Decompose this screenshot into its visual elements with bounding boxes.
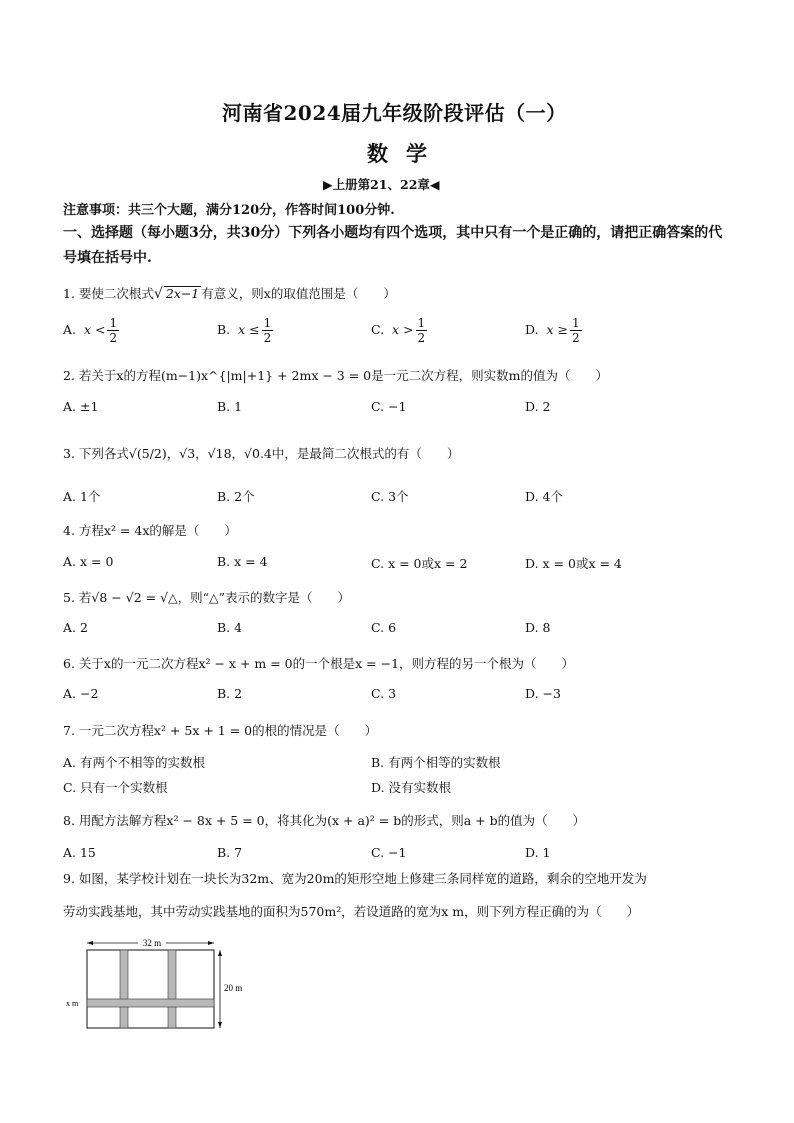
- q4-option-a: A. x = 0: [63, 554, 114, 569]
- page-title: 河南省2024届九年级阶段评估（一）: [222, 101, 567, 125]
- q1-option-c: C. x > $\frac{1}{2}$: [371, 316, 426, 345]
- q2-option-b: B. 1: [217, 399, 243, 414]
- q5-option-c: C. 6: [371, 620, 397, 635]
- q7-option-d: D. 没有实数根: [371, 780, 452, 795]
- q2-option-d: D. 2: [525, 399, 551, 414]
- road-rectangle-figure: [60, 932, 250, 1032]
- rectangle-plot: [87, 950, 214, 1028]
- q1-option-d: D. x ≥ $\frac{1}{2}$: [525, 316, 580, 345]
- width-arrow-right: [208, 941, 214, 945]
- q8-option-c: C. −1: [371, 845, 407, 860]
- question-5-stem: 5. 若√8 − √2 = √△，则“△”表示的数字是（ ）: [63, 590, 351, 605]
- q5-option-d: D. 8: [525, 620, 551, 635]
- q7-option-c: C. 只有一个实数根: [63, 780, 168, 795]
- q7-option-b: B. 有两个相等的实数根: [371, 755, 501, 770]
- question-8-stem: 8. 用配方法解方程x² − 8x + 5 = 0，将其化为(x + a)² = b的形式，则a + b的值为（ ）: [63, 813, 586, 828]
- question-7-stem: 7. 一元二次方程x² + 5x + 1 = 0的根的情况是（ ）: [63, 723, 378, 738]
- section-1-heading: 一、选择题（每小题3分，共30分）下列各小题均有四个选项，其中只有一个是正确的，请把正确答案的代号填在括号中.: [63, 225, 723, 266]
- question-6-stem: 6. 关于x的一元二次方程x² − x + m = 0的一个根是x = −1，则方程的另一个根为（ ）: [63, 656, 575, 671]
- q6-option-a: A. −2: [63, 686, 99, 701]
- question-3-stem: 3. 下列各式√(5/2)，√3，√18，√0.4中，是最简二次根式的有（ ）: [63, 446, 460, 461]
- q8-option-b: B. 7: [217, 845, 243, 860]
- height-arrow-bottom: [218, 1022, 222, 1028]
- q1-radicand: 2x−1: [165, 286, 200, 301]
- road-vertical-1: [120, 950, 128, 1028]
- q5-option-b: B. 4: [217, 620, 243, 635]
- q4-option-b: B. x = 4: [217, 554, 268, 569]
- q8-option-d: D. 1: [525, 845, 551, 860]
- road-horizontal: [87, 999, 214, 1007]
- question-4-stem: 4. 方程x² = 4x的解是（ ）: [63, 523, 237, 538]
- question-2-stem: 2. 若关于x的方程(m−1)x^{|m|+1} + 2mx − 3 = 0是一元二次方程，则实数m的值为（ ）: [63, 368, 608, 383]
- q1-stem-post: 有意义，则x的取值范围是（ ）: [201, 286, 396, 301]
- q6-option-d: D. −3: [525, 686, 561, 701]
- q2-option-c: C. −1: [371, 399, 407, 414]
- q6-option-c: C. 3: [371, 686, 397, 701]
- q3-option-b: B. 2个: [217, 489, 255, 504]
- height-arrow-top: [218, 950, 222, 956]
- question-9-stem-line2: 劳动实践基地，其中劳动实践基地的面积为570m²，若设道路的宽为x m，则下列方程正确的为（ ）: [63, 904, 640, 919]
- question-9-stem-line1: 9. 如图，某学校计划在一块长为32m、宽为20m的矩形空地上修建三条同样宽的道路，剩余的空地开发为: [63, 871, 647, 886]
- q1-option-b: B. x ≤ $\frac{1}{2}$: [217, 316, 272, 345]
- q2-option-a: A. ±1: [63, 399, 99, 414]
- q1-stem-pre: 1. 要使二次根式: [63, 286, 154, 301]
- q3-option-d: D. 4个: [525, 489, 563, 504]
- q3-option-a: A. 1个: [63, 489, 101, 504]
- q6-option-b: B. 2: [217, 686, 243, 701]
- q4-option-c: C. x = 0或x = 2: [371, 556, 468, 571]
- height-label: 20 m: [224, 983, 243, 993]
- width-label: 32 m: [142, 938, 162, 948]
- question-1-stem: 1. 要使二次根式√ 2x−1 有意义，则x的取值范围是（ ）: [63, 286, 396, 302]
- q5-option-a: A. 2: [63, 620, 88, 635]
- road-vertical-2: [168, 950, 176, 1028]
- width-arrow-left: [87, 941, 93, 945]
- q8-option-a: A. 15: [63, 845, 96, 860]
- q1-option-a: A. x < $\frac{1}{2}$: [63, 316, 118, 345]
- subject-title: 数学: [367, 141, 445, 166]
- q4-option-d: D. x = 0或x = 4: [525, 556, 622, 571]
- q7-option-a: A. 有两个不相等的实数根: [63, 755, 205, 770]
- road-width-label: x m: [66, 999, 79, 1008]
- q3-option-c: C. 3个: [371, 489, 409, 504]
- chapter-range: ▶上册第21、22章◀: [323, 177, 440, 192]
- exam-notice: 注意事项：共三个大题，满分120分，作答时间100分钟.: [63, 203, 395, 218]
